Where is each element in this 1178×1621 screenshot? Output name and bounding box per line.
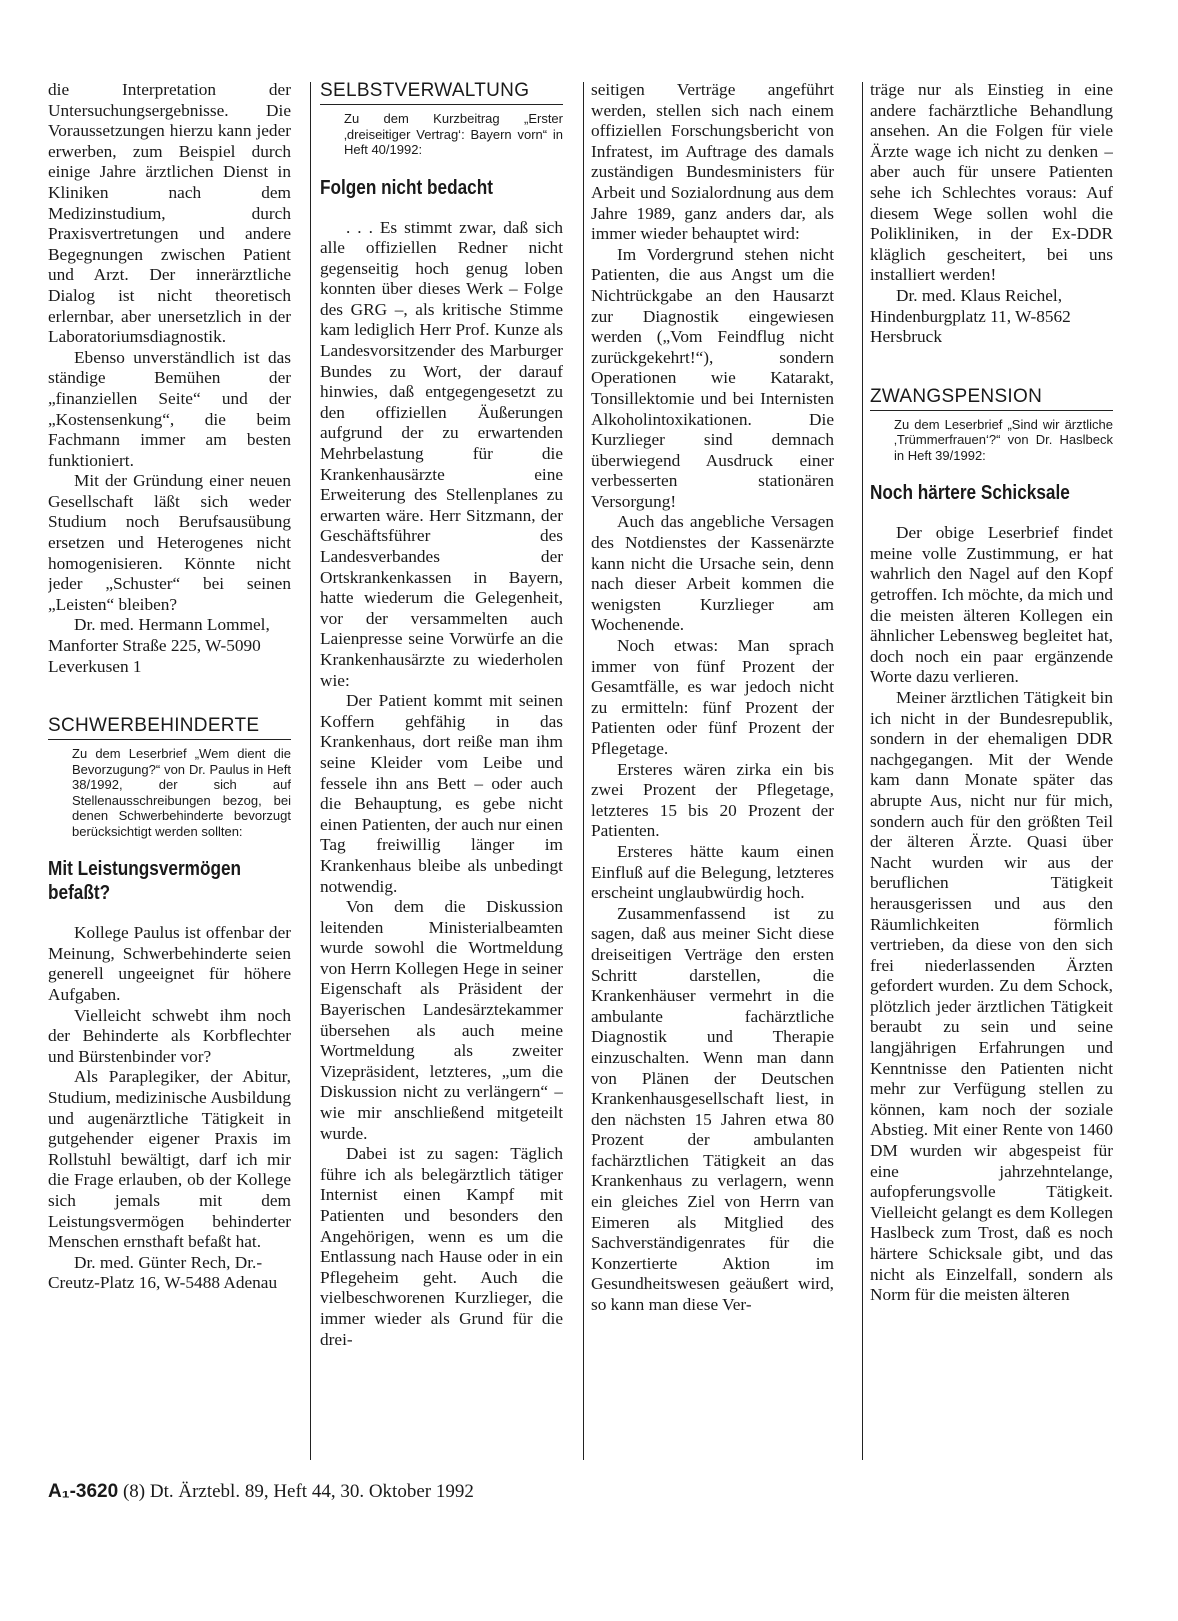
column-divider — [583, 82, 584, 1460]
paragraph: Meiner ärztlichen Tätigkeit bin ich nicht in der Bundesrepublik, sondern in der ehemaligen DDR nachgegangen. Mit der Wende kam dann Monate später das abrupte Aus, nicht nur für mich, sondern auch für den größten Teil der älteren Ärzte. Quasi über Nacht wurden wir aus der beruflichen Tätigkeit herausgerissen und aus den Räumlichkeiten förmlich vertrieben, da diese von den sich frei niederlassenden Ärzten gefordert wurden. Zu dem Schock, plötzlich jeder ärztlichen Tätigkeit beraubt zu sein und seine langjährigen Erfahrungen und Kenntnisse den Patienten nicht mehr zur Verfügung stellen zu können, kam noch der soziale Abstieg. Mit einer Rente von 1460 DM wurden wir abgespeist für eine jahrzehntelange, aufopferungsvolle Tätigkeit. Vielleicht gelangt es dem Kollegen Haslbeck zum Trost, daß es noch härtere Schicksale gibt, und das nicht als Einzelfall, sondern als Norm für die meisten älteren — [870, 687, 1113, 1305]
publication-citation: (8) Dt. Ärztebl. 89, Heft 44, 30. Oktober 1992 — [122, 1481, 474, 1502]
reference-note: Zu dem Leserbrief „Wem dient die Bevorzugung?“ von Dr. Paulus in Heft 38/1992, der sich auf Stellenausschreibungen bezog, bei denen Schwerbehinderte bevorzugt berücksichtigt werden sollten: — [72, 746, 291, 839]
paragraph: seitigen Verträge angeführt werden, stellen sich nach einem offiziellen Forschungsbericht von Infratest, im Auftrage des damals zuständigen Bundesministers für Arbeit und Sozialordnung aus dem Jahre 1989, ganz anders dar, als immer wieder behauptet wird: — [591, 80, 834, 244]
column-2 — [320, 80, 563, 1350]
section-heading: ZWANGSPENSION — [870, 386, 1113, 411]
paragraph: Als Paraplegiker, der Abitur, Studium, medizinische Ausbildung und augenärztliche Tätigkeit in gutgehender eigener Praxis im Rollstuhl bewältigt, darf ich mir die Frage erlauben, ob der Kollege sich jemals mit dem Leistungsvermögen behinderter Menschen ernsthaft befaßt hat. — [48, 1067, 291, 1252]
section-heading: SCHWERBEHINDERTE — [48, 715, 291, 740]
section-heading: SELBSTVERWALTUNG — [320, 80, 563, 105]
paragraph: . . . Es stimmt zwar, daß sich alle offiziellen Redner nicht gegenseitig hoch genug loben konnten über dieses Werk – Folge des GRG –, als kritische Stimme kam lediglich Herr Prof. Kunze als Landesvorsitzender des Marburger Bundes zu Wort, der darauf hinwies, daß entgegengesetzt zu den offiziellen Äußerungen aufgrund der zu erwartenden Mehrbelastung für die Krankenhausärzte eine Erweiterung des Stellenplanes zu erwarten wäre. Herr Sitzmann, der Geschäftsführer des Landesverbandes der Ortskrankenkassen in Bayern, hatte wiederum die Gelegenheit, vor der versammelten auch Laienpresse seine Vorwürfe an die Krankenhausärzte zu wiederholen wie: — [320, 217, 563, 690]
reference-note: Zu dem Leserbrief „Sind wir ärztliche ‚Trümmerfrauen‘?“ von Dr. Haslbeck in Heft 39/1992: — [894, 416, 1113, 463]
paragraph: Vielleicht schwebt ihm noch der Behinderte als Korbflechter und Bürstenbinder vor? — [48, 1005, 291, 1066]
paragraph: Auch das angebliche Versagen des Notdienstes der Kassenärzte kann nicht die Ursache sein, denn nach dieser Arbeit kommen die wenigsten Kurzlieger am Wochenende. — [591, 512, 834, 635]
column-3 — [591, 80, 834, 1316]
paragraph: Ersteres hätte kaum einen Einfluß auf die Belegung, letzteres erscheint unglaubwürdig hoch. — [591, 841, 834, 903]
paragraph: Von dem die Diskussion leitenden Ministerialbeamten wurde sowohl die Wortmeldung von Herrn Kollegen Hege in seiner Eigenschaft als Präsident der Bayerischen Landesärztekammer übersehen als auch meine Wortmeldung als zweiter Vizepräsident, letzteres, „um die Diskussion nicht zu verlängern“ – wie mir anschließend mitgeteilt wurde. — [320, 897, 563, 1143]
paragraph: träge nur als Einstieg in eine andere fachärztliche Behandlung ansehen. An die Folgen für viele Ärzte wage ich nicht zu denken – aber auch für unsere Patienten sehe ich Schlechtes voraus: Auf diesem Wege sollen wohl die Polikliniken, in der Ex-DDR kläglich gescheitert, bei uns installiert werden! — [870, 80, 1113, 285]
paragraph: Mit der Gründung einer neuen Gesellschaft läßt sich weder Studium noch Berufsausübung ersetzen und Heterogenes nicht homogenisieren. Könnte nicht jeder „Schuster“ bei seinen „Leisten“ bleiben? — [48, 471, 291, 614]
paragraph: Ebenso unverständlich ist das ständige Bemühen der „finanziellen Seite“ und der „Kostensenkung“, die beim Fachmann immer am besten funktioniert. — [48, 347, 291, 470]
page-number: A₁-3620 — [48, 1481, 119, 1502]
signature: Dr. med. Hermann Lommel, Manforter Straße 225, W-5090 Leverkusen 1 — [48, 615, 270, 676]
column-4 — [870, 80, 1113, 1306]
paragraph: Kollege Paulus ist offenbar der Meinung, Schwerbehinderte seien generell ungeeignet für höhere Aufgaben. — [48, 923, 291, 1004]
paragraph: Zusammenfassend ist zu sagen, daß aus meiner Sicht diese dreiseitigen Verträge den ersten Schritt darstellen, die Krankenhäuser vermehrt in die ambulante fachärztliche Diagnostik und Therapie einzuschalten. Wenn man dann von Plänen der Deutschen Krankenhausgesellschaft liest, in den nächsten 15 Jahren etwa 80 Prozent der ambulanten fachärztlichen Tätigkeit an das Krankenhaus zu verlagern, wenn ein gleiches Ziel von Herrn van Eimeren als Mitglied des Sachverständigenrates für die Konzertierte Aktion im Gesundheitswesen geäußert wird, so kann man diese Ver- — [591, 903, 834, 1315]
letter-headline: Folgen nicht bedacht — [320, 176, 493, 199]
paragraph: Dabei ist zu sagen: Täglich führe ich als belegärztlich tätiger Internist einen Kampf mit Patienten und besonders den Angehörigen, wenn es um die Entlassung nach Hause oder in ein Pflegeheim geht. Auch die vielbeschworenen Kurzlieger, die immer wieder als Grund für die drei- — [320, 1144, 563, 1349]
column-1 — [48, 80, 291, 1294]
column-divider — [862, 82, 863, 1460]
letter-headline: Noch härtere Schicksale — [870, 482, 1070, 505]
signature: Dr. med. Klaus Reichel, Hindenburgplatz 11, W-8562 Hersbruck — [870, 285, 1071, 347]
paragraph: Der Patient kommt mit seinen Koffern gehfähig in das Krankenhaus, dort reiße man ihm seine Kleider vom Leibe und fessele ihn ans Bett – oder auch die Behauptung, es gebe nicht einen Patienten, der auch nur einen Tag freiwillig länger im Krankenhaus bleibe als unbedingt notwendig. — [320, 691, 563, 896]
paragraph: Der obige Leserbrief findet meine volle Zustimmung, er hat wahrlich den Nagel auf den Kopf getroffen. Ich möchte, da mich und die meisten älteren Kollegen ein ähnlicher Lebensweg begleitet hat, doch noch ein paar ergänzende Worte dazu verlieren. — [870, 523, 1113, 687]
letter-headline: Mit Leistungsvermögen befaßt? — [48, 858, 242, 905]
paragraph: Im Vordergrund stehen nicht Patienten, die aus Angst um die Nichtrückgabe an den Hausarzt zur Diagnostik eingewiesen werden („Vom Feindflug nicht zurückgekehrt!“), sondern Operationen wie Katarakt, Tonsillektomie und bei Internisten Alkoholintoxikationen. Die Kurzlieger sind demnach überwiegend Ausdruck einer verbesserten stationären Versorgung! — [591, 244, 834, 511]
column-divider — [310, 82, 311, 1460]
paragraph: die Interpretation der Untersuchungsergebnisse. Die Voraussetzungen hierzu kann jeder erwerben, zum Beispiel durch einige Jahre ärztlichen Dienst in Kliniken nach dem Medizinstudium, durch Praxisvertretungen und andere Begegnungen zwischen Patient und Arzt. Der innerärztliche Dialog ist nicht theoretisch erlernbar, aber unersetzlich in der Laboratoriumsdiagnostik. — [48, 80, 291, 347]
paragraph: Ersteres wären zirka ein bis zwei Prozent der Pflegetage, letzteres 15 bis 20 Prozent der Patienten. — [591, 759, 834, 841]
page-footer — [48, 1480, 474, 1504]
signature: Dr. med. Günter Rech, Dr.-Creutz-Platz 16, W-5488 Adenau — [48, 1252, 278, 1293]
reference-note: Zu dem Kurzbeitrag „Erster ‚dreiseitiger Vertrag‘: Bayern vorn“ in Heft 40/1992: — [344, 111, 563, 157]
paragraph: Noch etwas: Man sprach immer von fünf Prozent der Gesamtfälle, es war jedoch nicht zu ermitteln: fünf Prozent der Patienten oder fünf Prozent der Pflegetage. — [591, 636, 834, 758]
